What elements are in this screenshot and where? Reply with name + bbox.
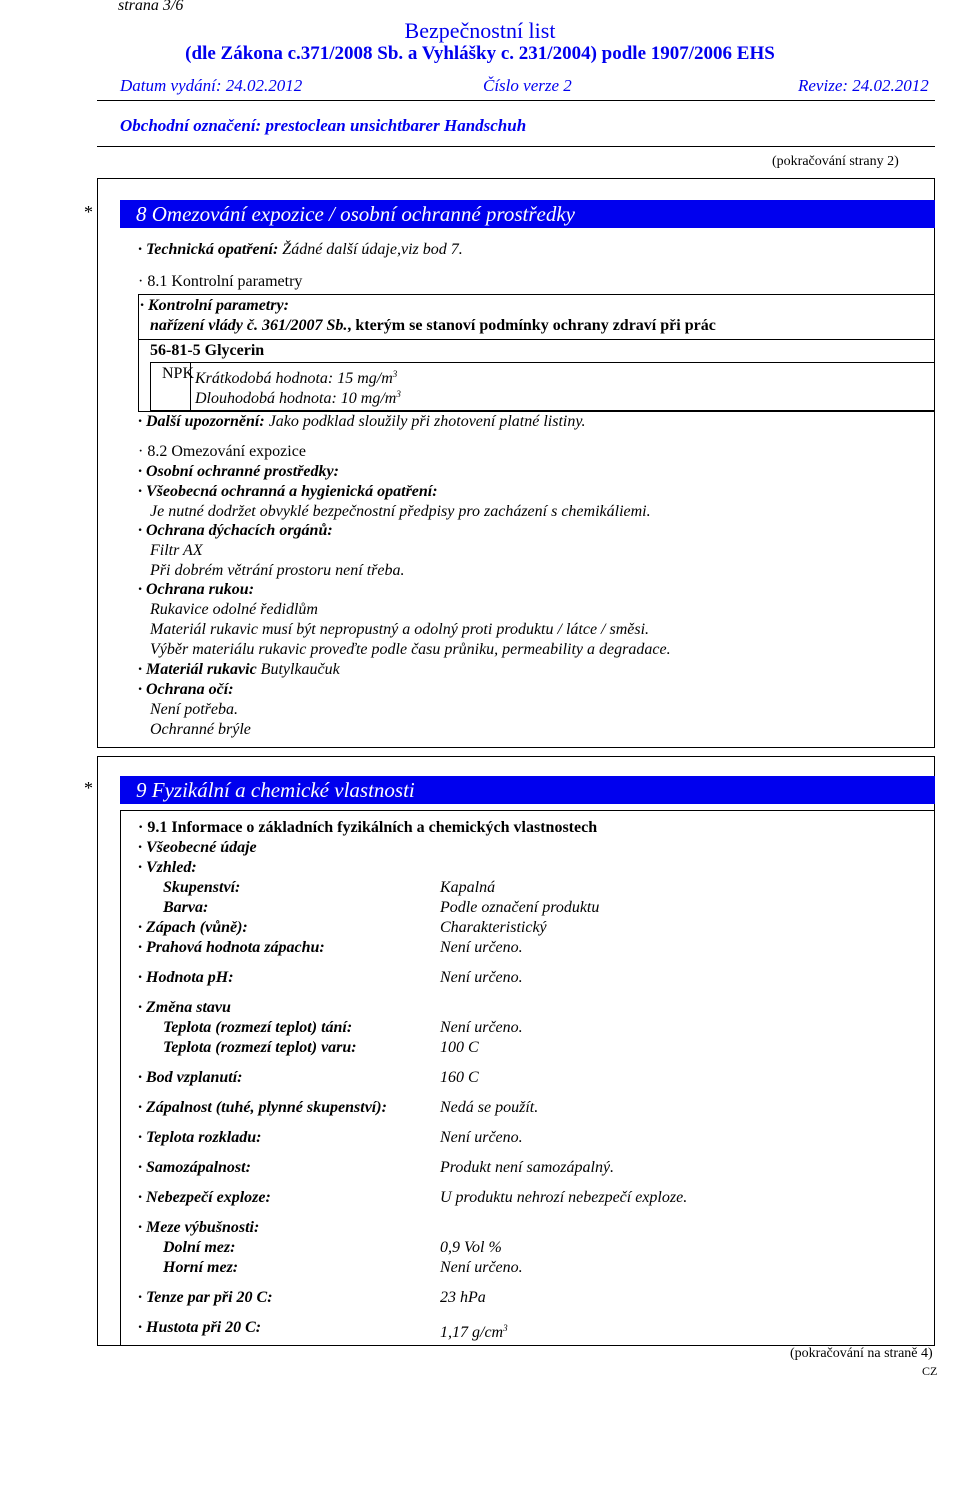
general-measures-value: Je nutné dodržet obvyklé bezpečnostní předpisy pro zacházení s chemikáliemi. xyxy=(150,503,651,520)
hand-protection-value-3: Výběr materiálu rukavic proveďte podle času průniku, permeability a degradace. xyxy=(150,641,671,658)
property-label: · Změna stavu xyxy=(138,999,231,1016)
section-8-2-heading: · 8.2 Omezování expozice xyxy=(138,443,306,460)
respiratory-value-1: Filtr AX xyxy=(150,542,203,559)
property-value: Není určeno. xyxy=(440,1259,523,1276)
property-value: U produktu nehrozí nebezpečí exploze. xyxy=(440,1189,688,1206)
hand-protection-value-2: Materiál rukavic musí být nepropustný a odolný proti produktu / látce / směsi. xyxy=(150,621,650,638)
issue-date: Datum vydání: 24.02.2012 xyxy=(120,76,303,95)
property-label: · Zápach (vůně): xyxy=(138,919,248,936)
short-term-value: Krátkodobá hodnota: 15 $mg/m^3$ xyxy=(195,369,398,387)
regulation-reference: nařízení vlády č. 361/2007 Sb., kterým se stanoví podmínky ochrany zdraví při prác xyxy=(150,317,716,334)
glove-material: · Materiál rukavic Butylkaučuk xyxy=(138,661,340,678)
property-value: Není určeno. xyxy=(440,1019,523,1036)
property-label: · Meze výbušnosti: xyxy=(138,1219,260,1236)
property-label: · Samozápalnost: xyxy=(138,1159,251,1176)
property-value: Nedá se použít. xyxy=(440,1099,539,1116)
trade-name: Obchodní označení: prestoclean unsichtbarer Handschuh xyxy=(120,116,527,135)
property-label: Horní mez: xyxy=(163,1259,239,1276)
control-parameters-label: · Kontrolní parametry: xyxy=(140,297,289,314)
property-value: Není určeno. xyxy=(440,1129,523,1146)
section-9-1-heading: · 9.1 Informace o základních fyzikálních a chemických vlastnostech xyxy=(138,819,598,836)
property-value: Podle označení produktu xyxy=(440,899,600,916)
property-label: · Nebezpečí exploze: xyxy=(138,1189,271,1206)
revision-date: Revize: 24.02.2012 xyxy=(798,76,929,95)
property-label: Teplota (rozmezí teplot) varu: xyxy=(163,1039,357,1056)
property-value: 100 C xyxy=(440,1039,479,1056)
eye-protection-value-1: Není potřeba. xyxy=(150,701,238,718)
property-value: Charakteristický xyxy=(440,919,547,936)
header-divider-bottom xyxy=(97,146,935,147)
document-title: Bezpečnostní list xyxy=(404,18,556,43)
property-label: Skupenství: xyxy=(163,879,241,896)
further-notes: · Další upozornění: Jako podklad sloužily při zhotovení platné listiny. xyxy=(138,413,586,430)
property-value: 0,9 Vol % xyxy=(440,1239,502,1256)
respiratory-value-2: Při dobrém větrání prostoru není třeba. xyxy=(150,562,405,579)
hand-protection-label: · Ochrana rukou: xyxy=(138,581,255,598)
property-value: 160 C xyxy=(440,1069,479,1086)
property-label: · Prahová hodnota zápachu: xyxy=(138,939,325,956)
document-subtitle: (dle Zákona c.371/2008 Sb. a Vyhlášky c. 231/2004) podle 1907/2006 EHS xyxy=(185,43,775,64)
section8-title-bar: 8 Omezování expozice / osobní ochranné prostředky xyxy=(120,200,935,228)
section9-title-bar: 9 Fyzikální a chemické vlastnosti xyxy=(120,776,935,804)
cp-divider-1 xyxy=(138,339,935,340)
property-label: · Bod vzplanutí: xyxy=(138,1069,243,1086)
continued-from: (pokračování strany 2) xyxy=(772,154,899,169)
respiratory-label: · Ochrana dýchacích orgánů: xyxy=(138,522,333,539)
property-value: Produkt není samozápalný. xyxy=(440,1159,615,1176)
property-label: · Vzhled: xyxy=(138,859,197,876)
page-number: strana 3/6 xyxy=(118,0,184,14)
language-code: CZ xyxy=(922,1364,938,1378)
property-label: Dolní mez: xyxy=(163,1239,236,1256)
property-label: · Hodnota pH: xyxy=(138,969,234,986)
eye-protection-label: · Ochrana očí: xyxy=(138,681,234,698)
property-label: · Zápalnost (tuhé, plynné skupenství): xyxy=(138,1099,387,1116)
property-label: Barva: xyxy=(163,899,209,916)
general-data-label: · Všeobecné údaje xyxy=(138,839,257,856)
ppe-label: · Osobní ochranné prostředky: xyxy=(138,463,339,480)
property-value: Není určeno. xyxy=(440,969,523,986)
long-term-value: Dlouhodobá hodnota: 10 $mg/m^3$ xyxy=(195,389,401,407)
property-value: 23 hPa xyxy=(440,1289,486,1306)
continued-to: (pokračování na straně 4) xyxy=(790,1346,933,1361)
property-label: · Teplota rozkladu: xyxy=(138,1129,262,1146)
property-value: 1,17 $g/cm^3$ xyxy=(440,1323,508,1341)
change-marker: * xyxy=(84,202,93,222)
property-label: Teplota (rozmezí teplot) tání: xyxy=(163,1019,353,1036)
property-label: · Tenze par při 20 C: xyxy=(138,1289,273,1306)
change-marker-9: * xyxy=(84,778,93,798)
version-number: Číslo verze 2 xyxy=(483,76,572,95)
eye-protection-value-2: Ochranné brýle xyxy=(150,721,251,738)
technical-measures: · Technická opatření: Žádné další údaje,viz bod 7. xyxy=(138,241,463,258)
general-measures-label: · Všeobecná ochranná a hygienická opatření: xyxy=(138,483,438,500)
section-8-1-heading: · 8.1 Kontrolní parametry xyxy=(138,273,303,290)
header-divider-top xyxy=(97,100,935,101)
property-value: Kapalná xyxy=(440,879,496,896)
property-label: · Hustota při 20 C: xyxy=(138,1319,262,1336)
hand-protection-value-1: Rukavice odolné ředidlům xyxy=(150,601,318,618)
substance-name: 56-81-5 Glycerin xyxy=(150,342,265,359)
npk-label: NPK xyxy=(162,365,195,382)
property-value: Není určeno. xyxy=(440,939,523,956)
